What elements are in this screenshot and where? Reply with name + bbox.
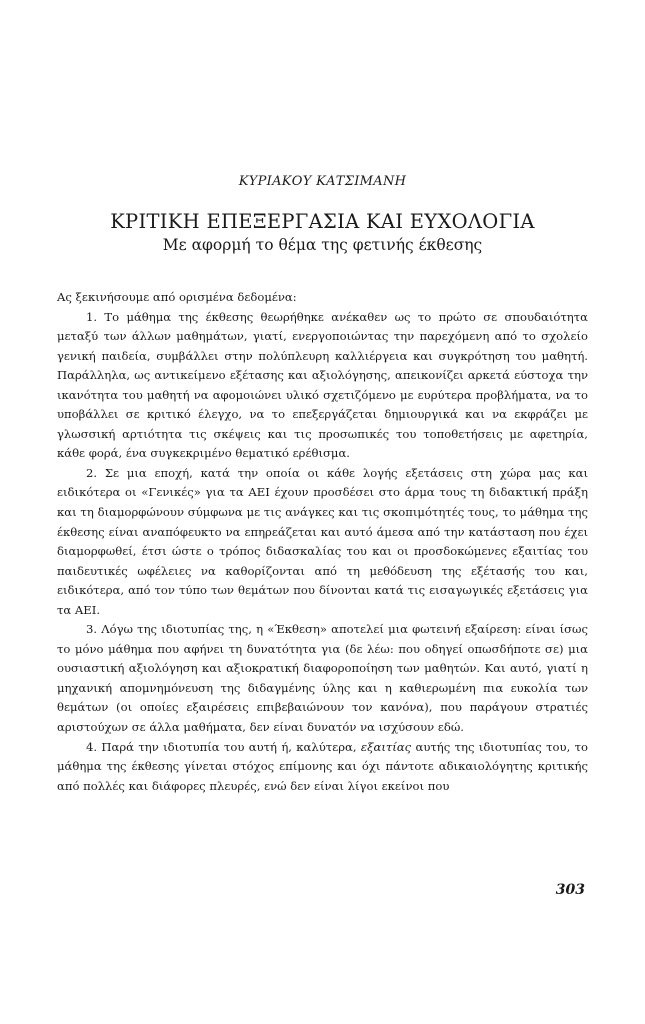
paragraph-1: 1. Το μάθημα της έκθεσης θεωρήθηκε ανέκαθεν ως το πρώτο σε σπουδαιότητα μεταξύ των άλλων μαθημάτων, γιατί, ενεργοποιώντας την παρεχόμενη από το σχολείο γενική παιδεία, συμβάλλει στην πολύπλευρη καλλιέργεια και συγκρότηση του μαθητή. Παράλληλα, ως αντικείμενο εξέτασης και αξιολόγησης, απεικονίζει αρκετά εύστοχα την ικανότητα του μαθητή να αφομοιώνει υλικό σχετιζόμενο με ευρύτερα προβλήματα, να το υποβάλλει σε κριτικό έλεγχο, να το επεξεργάζεται δημιουργικά και να εκφράζει με γλωσσική αρτιότητα τις σκέψεις και τις προσωπικές του τοποθετήσεις με αφετηρία, κάθε φορά, ένα συγκεκριμένο θεματικό ερέθισμα. [57, 309, 588, 461]
article-subtitle: Με αφορμή το θέμα της φετινής έκθεσης [162, 236, 483, 254]
paragraph-4 [57, 738, 588, 797]
paragraph-4-emphasis: εξαιτίας [360, 739, 412, 754]
article-title: ΚΡΙΤΙΚΗ ΕΠΕΞΕΡΓΑΣΙΑ ΚΑΙ ΕΥΧΟΛΟΓΙΑ [110, 210, 535, 233]
page-number: 303 [555, 882, 585, 898]
paragraph-3: 3. Λόγω της ιδιοτυπίας της, η «Έκθεση» αποτελεί μια φωτεινή εξαίρεση: είναι ίσως το μόνο μάθημα που αφήνει τη δυνατότητα για (δε λέω: που οδηγεί οπωσδήποτε σε) μια ουσιαστική αξιολόγηση και αξιοκρατική διαφοροποίηση των μαθητών. Και αυτό, γιατί η μηχανική απομνημόνευση της διδαγμένης ύλης και η καθιερωμένη πια ευκολία των θεμάτων (οι οποίες εξαιρέσεις επιβεβαιώνουν τον κανόνα), που παράγουν στρατιές αριστούχων σε άλλα μαθήματα, δεν είναι δυνατόν να ισχύσουν εδώ. [57, 622, 588, 735]
paragraph-4-end: αυτής της ιδιοτυπίας του, το μάθημα της έκθεσης γίνεται στόχος επίμονης και όχι πάντοτε αδικαιολόγητης κριτικής από πολλές και διάφορες πλευρές, ενώ δεν είναι λίγοι εκείνοι που [57, 739, 589, 793]
intro-line: Ας ξεκινήσουμε από ορισμένα δεδομένα: [57, 290, 297, 304]
paragraph-2: 2. Σε μια εποχή, κατά την οποία οι κάθε λογής εξετάσεις στη χώρα μας και ειδικότερα οι «Γενικές» για τα ΑΕΙ έχουν προσδέσει στο άρμα τους τη διδακτική πράξη και τη διαμορφώνουν σύμφωνα με τις ανάγκες και τις σκοπιμότητές τους, το μάθημα της έκθεσης είναι αναπόφευκτο να επηρεάζεται και αυτό άμεσα από την κατάσταση που έχει διαμορφωθεί, έτσι ώστε ο τρόπος διδασκαλίας του και οι προσδοκώμενες εξαιτίας του παιδευτικές ωφέλειες να καθορίζονται από τη μεθόδευση της εξέτασής του και, ειδικότερα, από τον τύπο των θεμάτων που δίνονται κατά τις εισαγωγικές εξετάσεις για τα ΑΕΙ. [57, 465, 588, 617]
paragraph-4-start: 4. Παρά την ιδιοτυπία του αυτή ή, καλύτερα, [86, 739, 361, 754]
article-body [57, 288, 588, 796]
author-name: ΚΥΡΙΑΚΟΥ ΚΑΤΣΙΜΑΝΗ [238, 174, 407, 189]
